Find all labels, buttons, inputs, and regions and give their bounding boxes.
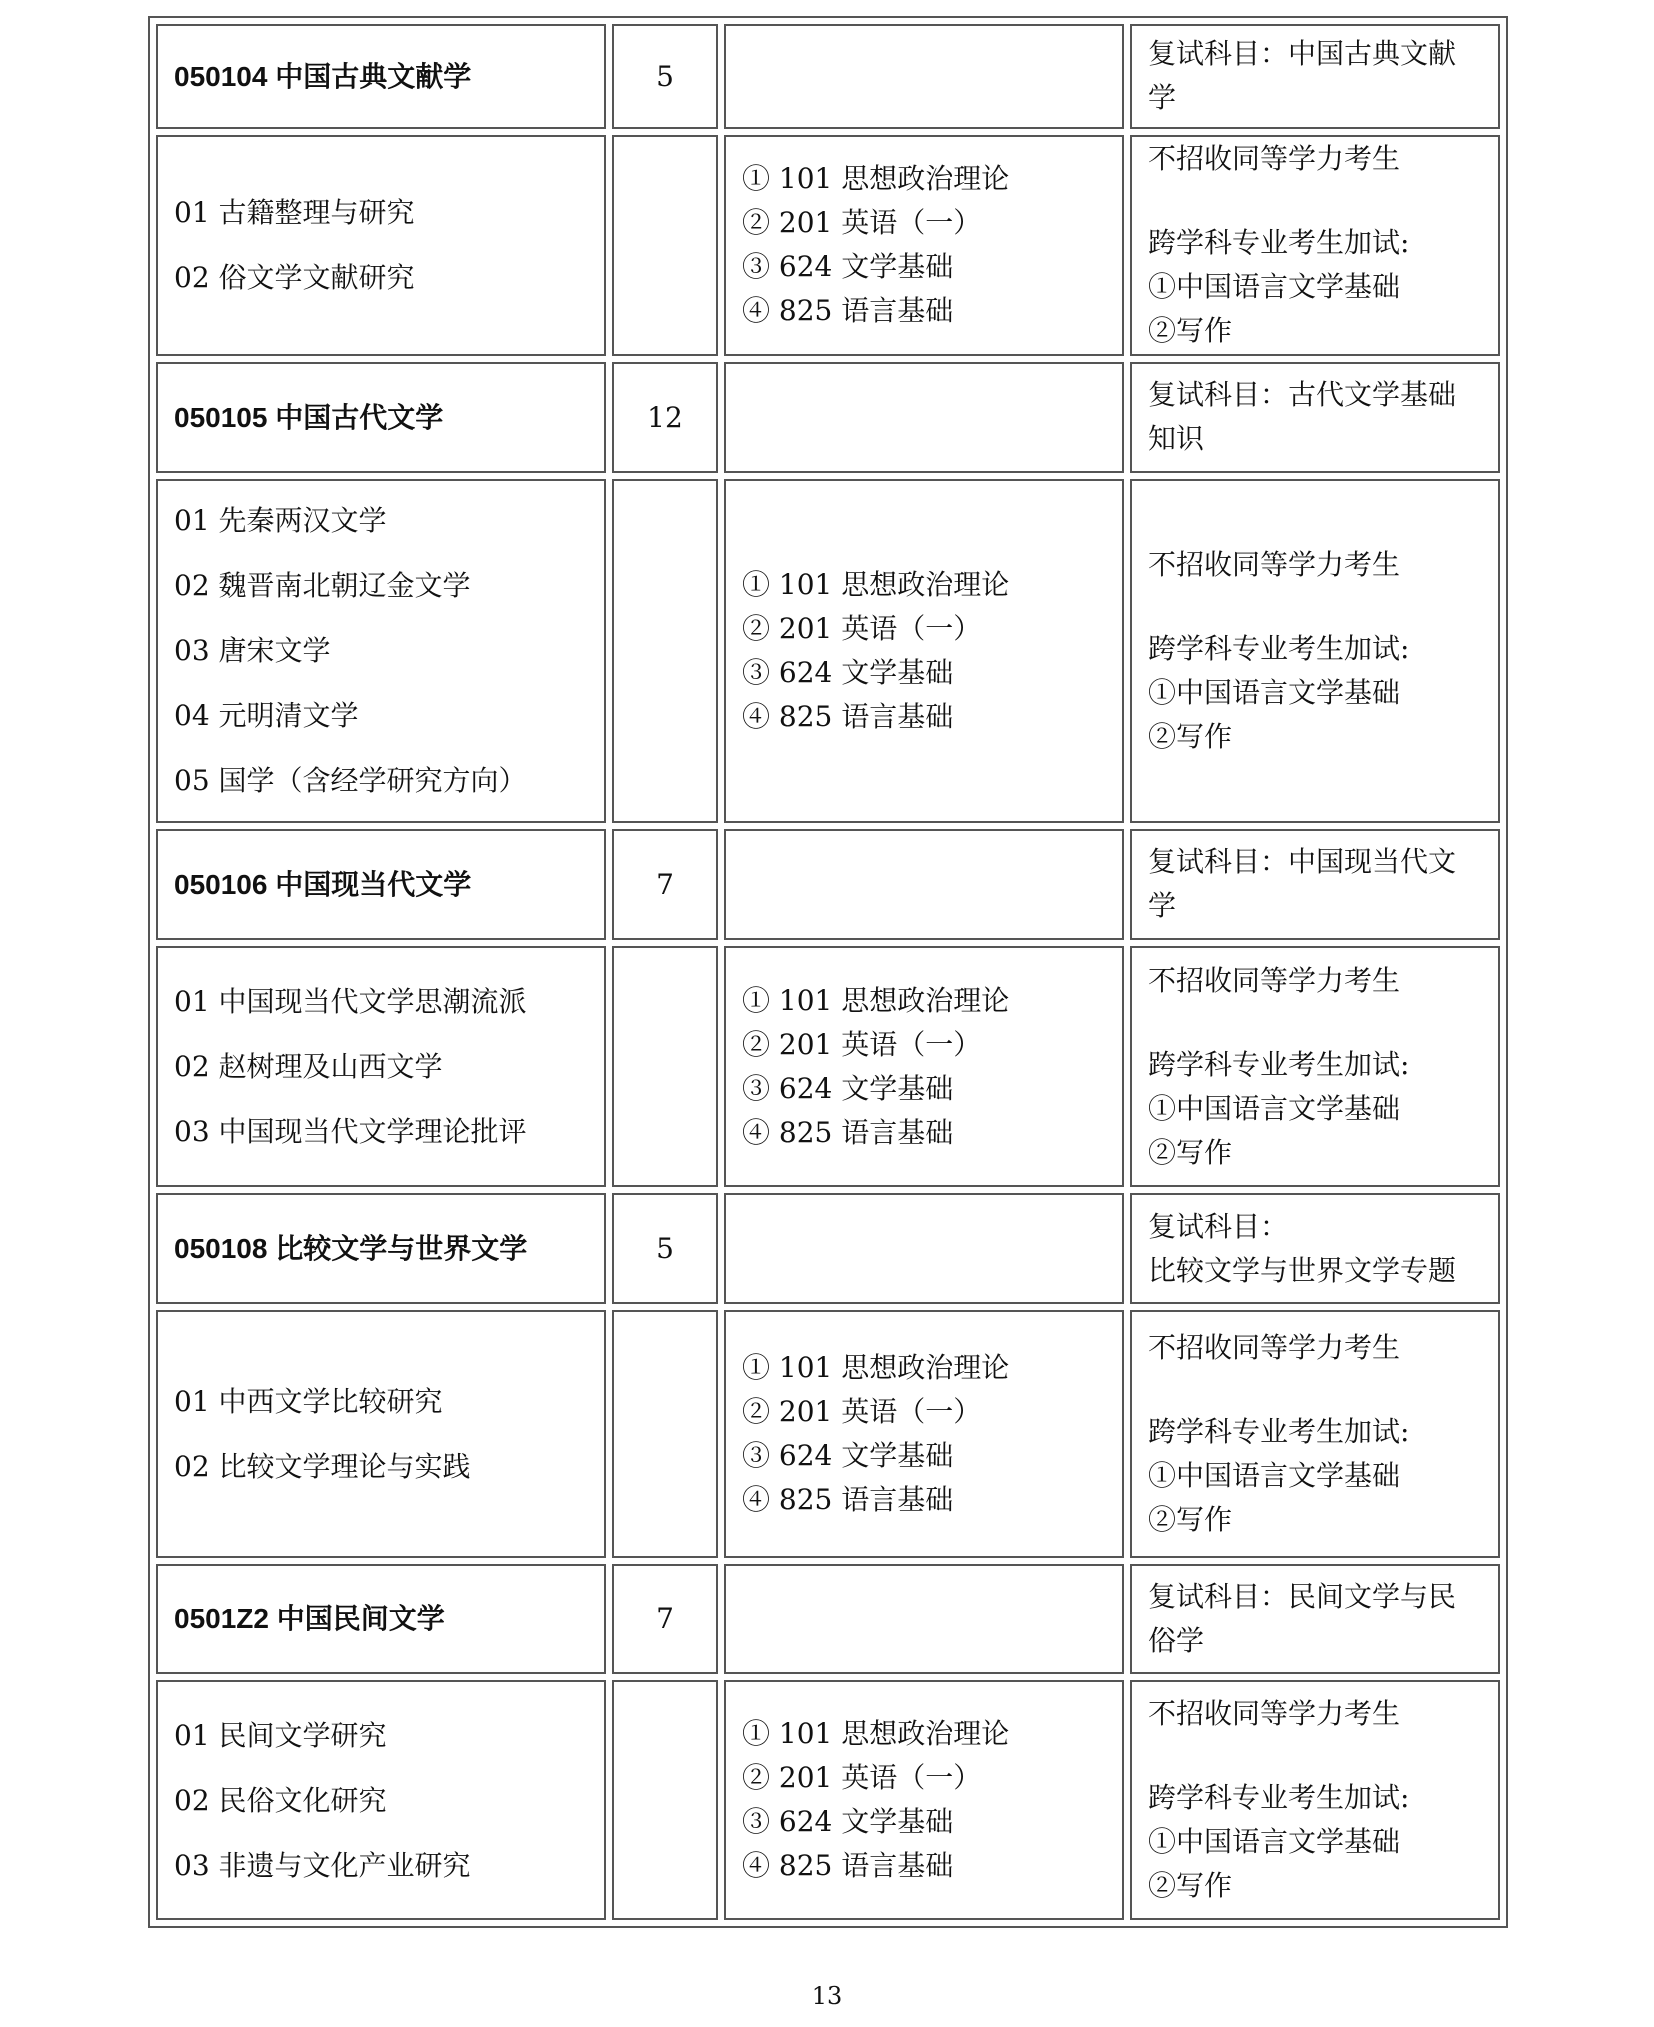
empty-cell [612, 479, 718, 823]
direction-item: 03 唐宋文学 [174, 634, 331, 668]
remark-item: ②写作 [1148, 1502, 1233, 1536]
program-title [156, 1564, 606, 1675]
remark-item: 跨学科专业考生加试: [1148, 226, 1410, 260]
exam-item: ④ 825 语言基础 [742, 699, 954, 733]
program-quota: 7 [612, 1564, 718, 1675]
remark-item: 不招收同等学力考生 [1148, 1330, 1401, 1364]
direction-item: 03 非遗与文化产业研究 [174, 1848, 471, 1882]
exam-subjects [724, 1310, 1124, 1558]
remark-item: 不招收同等学力考生 [1148, 1697, 1401, 1731]
remark-item: 不招收同等学力考生 [1148, 547, 1401, 581]
direction-item: 01 古籍整理与研究 [174, 196, 415, 230]
exam-item: ① 101 思想政治理论 [742, 162, 1010, 196]
exam-item: ① 101 思想政治理论 [742, 983, 1010, 1017]
exam-item: ④ 825 语言基础 [742, 294, 954, 328]
exam-item: ③ 624 文学基础 [742, 1071, 954, 1105]
retest-subject: 复试科目：中国现当代文学 [1130, 829, 1500, 940]
research-directions [156, 1680, 606, 1920]
program-header-row [156, 1193, 1500, 1304]
exam-item: ② 201 英语（一） [742, 206, 982, 240]
direction-item: 05 国学（含经学研究方向） [174, 764, 527, 798]
remark-item: ①中国语言文学基础 [1148, 1091, 1401, 1125]
exam-item: ③ 624 文学基础 [742, 1438, 954, 1472]
empty-cell [612, 135, 718, 356]
program-quota: 12 [612, 362, 718, 473]
exam-subjects [724, 135, 1124, 356]
program-name: 比较文学与世界文学 [275, 1233, 528, 1264]
research-directions [156, 479, 606, 823]
program-code: 0501Z2 [174, 1603, 269, 1635]
program-title [156, 829, 606, 940]
remarks [1130, 479, 1500, 823]
empty-cell [612, 1680, 718, 1920]
exam-item: ① 101 思想政治理论 [742, 567, 1010, 601]
empty-cell [612, 946, 718, 1188]
research-directions [156, 1310, 606, 1558]
remark-item: ①中国语言文学基础 [1148, 1825, 1401, 1859]
program-name: 中国现当代文学 [275, 868, 472, 900]
retest-subject [1130, 1193, 1500, 1304]
empty-cell [724, 24, 1124, 129]
research-directions [156, 135, 606, 356]
program-name: 中国古典文献学 [275, 60, 472, 92]
direction-item: 04 元明清文学 [174, 699, 359, 733]
program-table-frame [148, 16, 1508, 1928]
remarks [1130, 135, 1500, 356]
exam-item: ② 201 英语（一） [742, 1761, 982, 1795]
exam-item: ② 201 英语（一） [742, 611, 982, 645]
exam-item: ④ 825 语言基础 [742, 1482, 954, 1516]
empty-cell [612, 1310, 718, 1558]
direction-item: 02 俗文学文献研究 [174, 261, 415, 295]
direction-item: 03 中国现当代文学理论批评 [174, 1115, 527, 1149]
exam-item: ③ 624 文学基础 [742, 1805, 954, 1839]
program-title [156, 362, 606, 473]
remark-item: ①中国语言文学基础 [1148, 270, 1401, 304]
program-header-row [156, 829, 1500, 940]
program-header-row [156, 1564, 1500, 1675]
direction-item: 01 中国现当代文学思潮流派 [174, 985, 527, 1019]
exam-item: ③ 624 文学基础 [742, 250, 954, 284]
retest-subject: 复试科目：中国古典文献学 [1130, 24, 1500, 129]
remark-item: 跨学科专业考生加试: [1148, 1414, 1410, 1448]
retest-label: 复试科目： [1148, 1209, 1289, 1243]
direction-item: 02 民俗文化研究 [174, 1783, 387, 1817]
program-name: 中国古代文学 [275, 401, 444, 433]
program-quota: 5 [612, 1193, 718, 1304]
program-detail-row [156, 479, 1500, 823]
program-table [150, 18, 1506, 1926]
direction-item: 02 魏晋南北朝辽金文学 [174, 569, 471, 603]
retest-subject: 复试科目：古代文学基础知识 [1130, 362, 1500, 473]
remark-item: ②写作 [1148, 314, 1233, 348]
exam-item: ③ 624 文学基础 [742, 655, 954, 689]
program-code: 050105 [174, 401, 268, 433]
remark-item: 不招收同等学力考生 [1148, 963, 1401, 997]
program-header-row [156, 362, 1500, 473]
direction-item: 01 中西文学比较研究 [174, 1384, 443, 1418]
direction-item: 01 先秦两汉文学 [174, 504, 387, 538]
remark-item: 跨学科专业考生加试: [1148, 631, 1410, 665]
program-title [156, 24, 606, 129]
program-detail-row [156, 135, 1500, 356]
exam-subjects [724, 479, 1124, 823]
empty-cell [724, 829, 1124, 940]
program-quota: 7 [612, 829, 718, 940]
exam-item: ① 101 思想政治理论 [742, 1717, 1010, 1751]
remark-item: 不招收同等学力考生 [1148, 142, 1401, 176]
exam-item: ② 201 英语（一） [742, 1394, 982, 1428]
research-directions [156, 946, 606, 1188]
program-code: 050104 [174, 60, 268, 92]
remark-item: ②写作 [1148, 1869, 1233, 1903]
remark-item: ②写作 [1148, 719, 1233, 753]
exam-item: ④ 825 语言基础 [742, 1849, 954, 1883]
program-header-row [156, 24, 1500, 129]
empty-cell [724, 362, 1124, 473]
exam-item: ② 201 英语（一） [742, 1027, 982, 1061]
program-detail-row [156, 1310, 1500, 1558]
exam-item: ④ 825 语言基础 [742, 1115, 954, 1149]
remark-item: 跨学科专业考生加试: [1148, 1047, 1410, 1081]
program-name: 中国民间文学 [276, 1603, 445, 1635]
empty-cell [724, 1193, 1124, 1304]
remark-item: ②写作 [1148, 1135, 1233, 1169]
program-code: 050108 [174, 1233, 268, 1264]
empty-cell [724, 1564, 1124, 1675]
page-number: 13 [811, 1982, 843, 2010]
remarks [1130, 1680, 1500, 1920]
direction-item: 01 民间文学研究 [174, 1718, 387, 1752]
program-title [156, 1193, 606, 1304]
remark-item: ①中国语言文学基础 [1148, 675, 1401, 709]
retest-topic: 比较文学与世界文学专题 [1148, 1253, 1457, 1287]
program-code: 050106 [174, 868, 268, 900]
retest-subject: 复试科目：民间文学与民俗学 [1130, 1564, 1500, 1675]
program-quota: 5 [612, 24, 718, 129]
program-detail-row [156, 1680, 1500, 1920]
exam-item: ① 101 思想政治理论 [742, 1350, 1010, 1384]
remarks [1130, 946, 1500, 1188]
exam-subjects [724, 1680, 1124, 1920]
program-detail-row [156, 946, 1500, 1188]
remark-item: 跨学科专业考生加试: [1148, 1781, 1410, 1815]
direction-item: 02 赵树理及山西文学 [174, 1050, 443, 1084]
remark-item: ①中国语言文学基础 [1148, 1458, 1401, 1492]
direction-item: 02 比较文学理论与实践 [174, 1449, 471, 1483]
remarks [1130, 1310, 1500, 1558]
exam-subjects [724, 946, 1124, 1188]
